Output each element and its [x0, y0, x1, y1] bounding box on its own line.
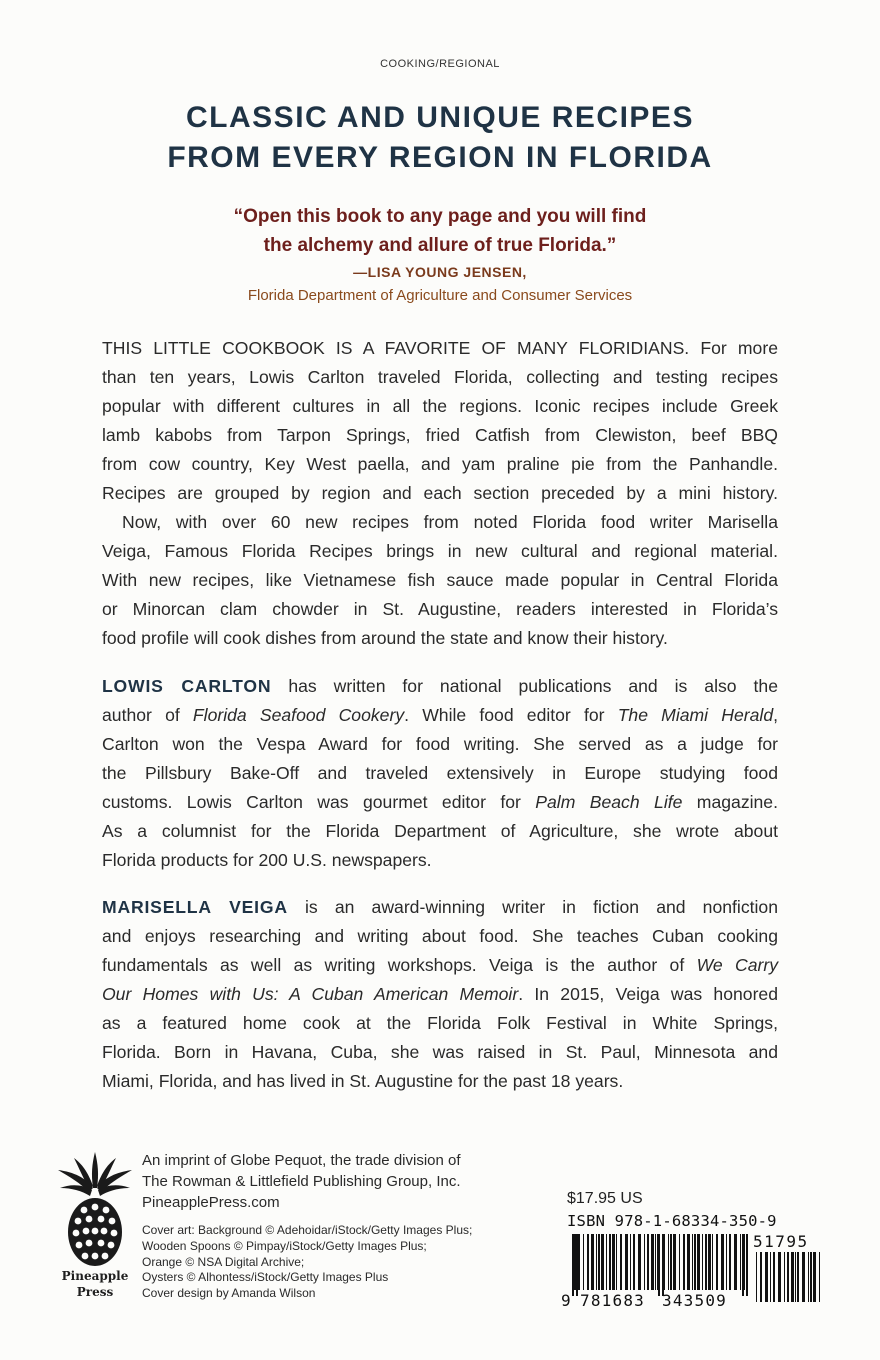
barcode-bar: [787, 1252, 789, 1302]
bio-text: magazine.: [682, 792, 778, 812]
price-code-digits: 51795: [753, 1232, 809, 1251]
barcode-bar: [712, 1234, 713, 1290]
book-title: Florida Seafood Cookery: [192, 705, 405, 725]
bio-line: as a featured home cook at the Florida Folk Festival in White Springs,: [102, 1013, 778, 1033]
barcode-bar: [716, 1234, 718, 1290]
barcode-bar: [697, 1234, 700, 1290]
barcode-bars: [572, 1234, 748, 1296]
bio-line: [102, 893, 778, 922]
author-bio-carlton: [102, 672, 778, 875]
barcode-bar: [773, 1252, 775, 1302]
barcode-guard-bar: [572, 1234, 574, 1296]
pineapple-icon: [52, 1150, 138, 1268]
credit-line: Oysters © Alhontess/iStock/Getty Images Plus: [142, 1270, 389, 1285]
bio-text: . In 2015, Veiga was honored: [518, 984, 778, 1004]
description-line: THIS LITTLE COOKBOOK IS A FAVORITE OF MANY FLORIDIANS. For more: [102, 338, 778, 358]
barcode-bar: [694, 1234, 696, 1290]
barcode-bar: [702, 1234, 703, 1290]
credit-line: Cover design by Amanda Wilson: [142, 1286, 316, 1301]
bio-line: Miami, Florida, and has lived in St. Augustine for the past 18 years.: [102, 1071, 624, 1091]
barcode-bar: [692, 1234, 693, 1290]
barcode-bar: [668, 1234, 669, 1290]
barcode-guard-bar: [662, 1234, 664, 1296]
barcode-bar: [765, 1252, 768, 1302]
bio-text: customs. Lowis Carlton was gourmet editor for: [102, 792, 536, 812]
barcode-bar: [670, 1234, 672, 1290]
barcode-bar: [756, 1252, 757, 1302]
barcode-digits-left: 781683: [580, 1291, 645, 1310]
headline: [0, 98, 880, 178]
bio-text: . While food editor for: [404, 705, 618, 725]
description-line: [102, 537, 778, 566]
barcode-bar: [612, 1234, 615, 1290]
barcode-bar: [606, 1234, 607, 1290]
description-italic: Veiga, Famous Florida Recipes: [102, 541, 373, 561]
imprint-line-2: The Rowman & Littlefield Publishing Group, Inc.: [142, 1173, 461, 1190]
price-label: $17.95 US: [567, 1190, 643, 1207]
barcode-bar: [601, 1234, 604, 1290]
barcode-bar: [591, 1234, 594, 1290]
barcode-digit-first: 9: [561, 1291, 571, 1310]
credit-line: Orange © NSA Digital Archive;: [142, 1254, 305, 1269]
logo-text-line-2: Press: [76, 1285, 114, 1299]
barcode-bar: [791, 1252, 794, 1302]
imprint-info: [142, 1150, 562, 1213]
description-line: food profile will cook dishes from around the state and know their history.: [102, 628, 668, 648]
credit-line: Cover art: Background © Adehoidar/iStock/Getty Images Plus;: [142, 1223, 473, 1237]
barcode-bar: [616, 1234, 617, 1290]
barcode-bar: [647, 1234, 649, 1290]
barcode-bar: [760, 1252, 762, 1302]
bio-line: Carlton won the Vespa Award for food writing. She served as a judge for: [102, 734, 778, 754]
barcode-digits-right: 343509: [662, 1291, 727, 1310]
barcode-bar: [596, 1234, 597, 1290]
barcode-bar: [679, 1234, 680, 1290]
barcode-bar: [651, 1234, 654, 1290]
barcode-guard-bar: [576, 1234, 578, 1296]
bio-line: Florida. Born in Havana, Cuba, she was raised in St. Paul, Minnesota and: [102, 1042, 778, 1062]
barcode-bar: [574, 1234, 576, 1290]
barcode-bar: [644, 1234, 645, 1290]
barcode-bar: [784, 1252, 785, 1302]
bio-line: [102, 980, 778, 1009]
description-line: lamb kabobs from Tarpon Springs, fried Catfish from Clewiston, beef BBQ: [102, 425, 778, 445]
book-title: We Carry: [696, 955, 778, 975]
barcode-bar: [633, 1234, 635, 1290]
quote-attribution-name: —LISA YOUNG JENSEN,: [353, 264, 527, 280]
endorsement-quote: [0, 202, 880, 308]
barcode-guard-bar: [658, 1234, 660, 1296]
description-line: Now, with over 60 new recipes from noted Florida food writer Marisella: [122, 512, 778, 532]
isbn-label: ISBN 978-1-68334-350-9: [567, 1212, 777, 1230]
barcode-bar: [609, 1234, 611, 1290]
barcode-bar: [734, 1234, 737, 1290]
headline-line-2: FROM EVERY REGION IN FLORIDA: [167, 141, 713, 174]
barcode-guard-bar: [742, 1234, 744, 1296]
bio-line: [102, 951, 778, 980]
description-line: or Minorcan clam chowder in St. Augustine, readers interested in Florida’s: [102, 599, 778, 619]
barcode-bar: [721, 1234, 724, 1290]
barcode-bar: [683, 1234, 685, 1290]
bio-line: [102, 701, 778, 730]
bio-text: has written for national publications and is also the: [271, 676, 778, 696]
barcode-guard-bar: [746, 1234, 748, 1296]
description-line: popular with different cultures in all the regions. Iconic recipes include Greek: [102, 396, 778, 416]
pineapple-press-logo: [52, 1150, 138, 1310]
barcode-bar: [819, 1252, 820, 1302]
barcode-bar: [625, 1234, 628, 1290]
category-label: COOKING/REGIONAL: [380, 58, 500, 70]
description-text: brings in new cultural and regional material.: [372, 541, 778, 561]
book-description: [102, 334, 778, 653]
author-name: MARISELLA VEIGA: [102, 897, 288, 917]
price-addon-bars: [756, 1252, 820, 1302]
credit-line: Wooden Spoons © Pimpay/iStock/Getty Images Plus;: [142, 1238, 427, 1253]
quote-line-1: “Open this book to any page and you will find: [233, 206, 647, 227]
barcode-bar: [705, 1234, 707, 1290]
barcode-bar: [740, 1234, 741, 1290]
book-title: Our Homes with Us: A Cuban American Memoir: [102, 984, 519, 1004]
barcode-bar: [795, 1252, 796, 1302]
bio-text: fundamentals as well as writing workshops. Veiga is the author of: [102, 955, 697, 975]
cover-credits: [142, 1223, 562, 1302]
barcode-bar: [687, 1234, 690, 1290]
barcode-bar: [587, 1234, 589, 1290]
barcode-bar: [802, 1252, 805, 1302]
barcode-bar: [770, 1252, 771, 1302]
isbn-barcode: [562, 1232, 828, 1308]
barcode-bar: [598, 1234, 600, 1290]
bio-text: ,: [773, 705, 778, 725]
bio-text: is an award-winning writer in fiction and nonfiction: [287, 897, 778, 917]
barcode-bar: [797, 1252, 799, 1302]
quote-line-2: the alchemy and allure of true Florida.”: [263, 235, 617, 256]
bio-text: author of: [102, 705, 193, 725]
logo-text-line-1: Pineapple: [61, 1269, 129, 1283]
description-line: than ten years, Lowis Carlton traveled Florida, collecting and testing recipes: [102, 367, 778, 387]
publisher-website: PineapplePress.com: [142, 1194, 280, 1211]
barcode-bar: [808, 1252, 809, 1302]
barcode-bar: [729, 1234, 731, 1290]
author-bio-veiga: [102, 893, 778, 1096]
bio-line: [102, 672, 778, 701]
barcode-bar: [638, 1234, 641, 1290]
description-line: Recipes are grouped by region and each section preceded by a mini history.: [102, 483, 778, 503]
bio-line: and enjoys researching and writing about food. She teaches Cuban cooking: [102, 926, 778, 946]
description-line: With new recipes, like Vietnamese fish sauce made popular in Central Florida: [102, 570, 778, 590]
headline-line-1: CLASSIC AND UNIQUE RECIPES: [186, 101, 694, 134]
barcode-bar: [620, 1234, 622, 1290]
barcode-bar: [813, 1252, 816, 1302]
author-name: LOWIS CARLTON: [102, 676, 272, 696]
publication-title: The Miami Herald: [617, 705, 774, 725]
barcode-bar: [810, 1252, 812, 1302]
publication-title: Palm Beach Life: [535, 792, 683, 812]
description-line: from cow country, Key West paella, and yam praline pie from the Panhandle.: [102, 454, 778, 474]
barcode-bar: [630, 1234, 631, 1290]
quote-attribution-org: Florida Department of Agriculture and Consumer Services: [247, 287, 633, 304]
bio-line: [102, 788, 778, 817]
bio-line: As a columnist for the Florida Department of Agriculture, she wrote about: [102, 821, 778, 841]
barcode-bar: [673, 1234, 676, 1290]
barcode-bar: [583, 1234, 584, 1290]
barcode-bar: [655, 1234, 656, 1290]
barcode-bar: [778, 1252, 781, 1302]
bio-line: Florida products for 200 U.S. newspapers.: [102, 850, 432, 870]
barcode-bar: [708, 1234, 711, 1290]
barcode-bar: [726, 1234, 727, 1290]
bio-line: the Pillsbury Bake-Off and traveled extensively in Europe studying food: [102, 763, 778, 783]
imprint-line-1: An imprint of Globe Pequot, the trade division of: [142, 1152, 461, 1169]
